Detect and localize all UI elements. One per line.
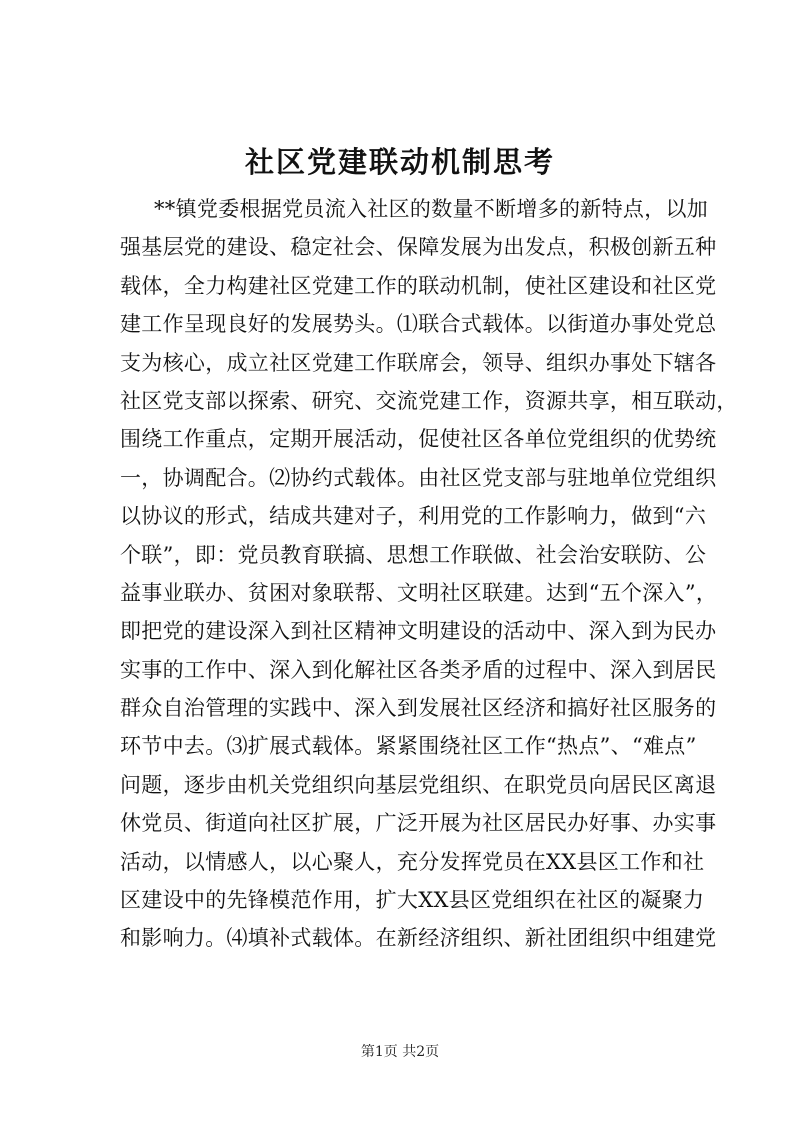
paragraph-line: 实事的工作中、深入到化解社区各类矛盾的过程中、深入到居民 [120, 657, 717, 682]
paragraph-line: 环节中去。⑶扩展式载体。紧紧围绕社区工作“热点”、“难点” [120, 734, 697, 759]
paragraph-line: 即把党的建设深入到社区精神文明建设的活动中、深入到为民办 [120, 619, 717, 644]
paragraph-line: 一，协调配合。⑵协约式载体。由社区党支部与驻地单位党组织 [120, 465, 717, 490]
paragraph-line: 活动，以情感人，以心聚人，充分发挥党员在XX县区工作和社 [120, 849, 705, 874]
paragraph-line: 载体，全力构建社区党建工作的联动机制，使社区建设和社区党 [120, 273, 717, 298]
paragraph-line: 益事业联办、贫困对象联帮、文明社区联建。达到“五个深入”， [120, 580, 718, 605]
paragraph-line: 以协议的形式，结成共建对子，利用党的工作影响力，做到“六 [120, 504, 707, 529]
page-number: 第1页 共2页 [360, 1044, 440, 1060]
paragraph-line: 休党员、街道向社区扩展，广泛开展为社区居民办好事、办实事 [120, 811, 717, 836]
body-paragraph [120, 190, 738, 958]
paragraph-line: 区建设中的先锋模范作用，扩大XX县区党组织在社区的凝聚力 [120, 888, 705, 913]
paragraph-line: 和影响力。⑷填补式载体。在新经济组织、新社团组织中组建党 [120, 926, 717, 951]
paragraph-line: 围绕工作重点，定期开展活动，促使社区各单位党组织的优势统 [120, 427, 717, 452]
paragraph-line: 社区党支部以探索、研究、交流党建工作，资源共享，相互联动， [120, 388, 738, 413]
paragraph-line: 个联”，即：党员教育联搞、思想工作联做、社会治安联防、公 [120, 542, 707, 567]
paragraph-line: 群众自治管理的实践中、深入到发展社区经济和搞好社区服务的 [120, 696, 717, 721]
paragraph-line: 问题，逐步由机关党组织向基层党组织、在职党员向居民区离退 [120, 772, 717, 797]
paragraph-line: 建工作呈现良好的发展势头。⑴联合式载体。以街道办事处党总 [120, 312, 717, 337]
paragraph-line: **镇党委根据党员流入社区的数量不断增多的新特点，以加 [154, 197, 709, 221]
paragraph-line: 强基层党的建设、稳定社会、保障发展为出发点，积极创新五种 [120, 235, 717, 260]
paragraph-line: 支为核心，成立社区党建工作联席会，领导、组织办事处下辖各 [120, 350, 717, 375]
document-title: 社区党建联动机制思考 [244, 145, 555, 179]
